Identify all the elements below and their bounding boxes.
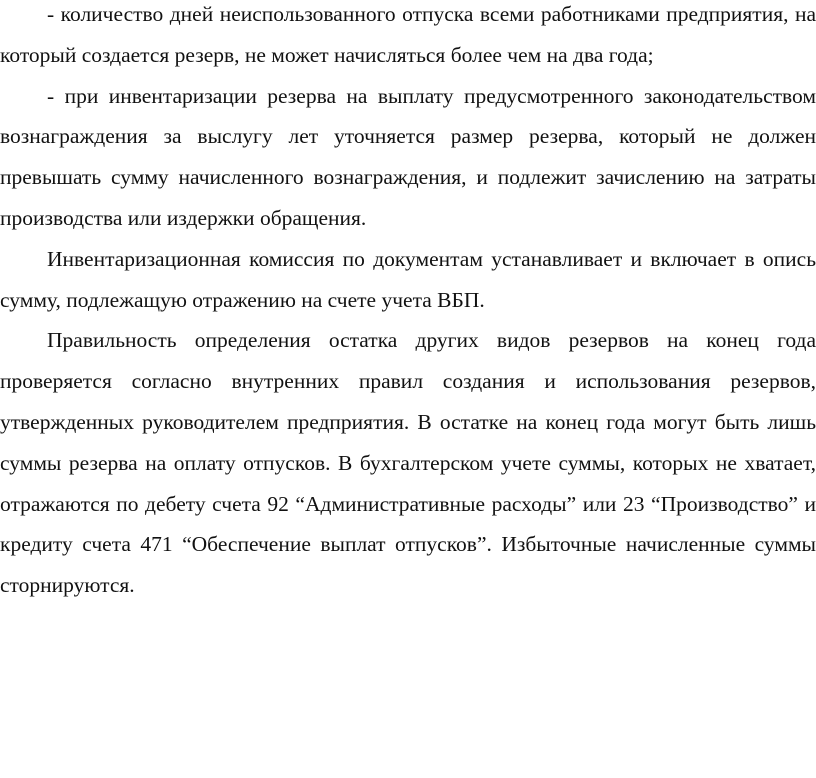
paragraph-inventory-commission: Инвентаризационная комиссия по документам устанавливает и включает в опись сумму, подлежащую отражению на счете учета ВБП. xyxy=(0,246,816,312)
paragraph-long-service-reserve: - при инвентаризации резерва на выплату предусмотренного законодательством вознаграждения за выслугу лет уточняется размер резерва, который не должен превышать сумму начисленного вознаграждения, и подлежит зачислению на затраты производства или издержки обращения. xyxy=(0,83,816,230)
paragraph-reserve-balance-check: Правильность определения остатка других видов резервов на конец года проверяется согласно внутренних правил создания и использования резервов, утвержденных руководителем предприятия. В остатке на конец года могут быть лишь суммы резерва на оплату отпусков. В бухгалтерском учете суммы, которых не хватает, отражаются по дебету счета 92 “Административные расходы” или 23 “Производство” и кредиту счета 471 “Обеспечение выплат отпусков”. Избыточные начисленные суммы сторнируются. xyxy=(0,328,816,598)
paragraph-unused-vacation-days: - количество дней неиспользованного отпуска всеми работниками предприятия, на который создается резерв, не может начисляться более чем на два года; xyxy=(0,2,816,67)
